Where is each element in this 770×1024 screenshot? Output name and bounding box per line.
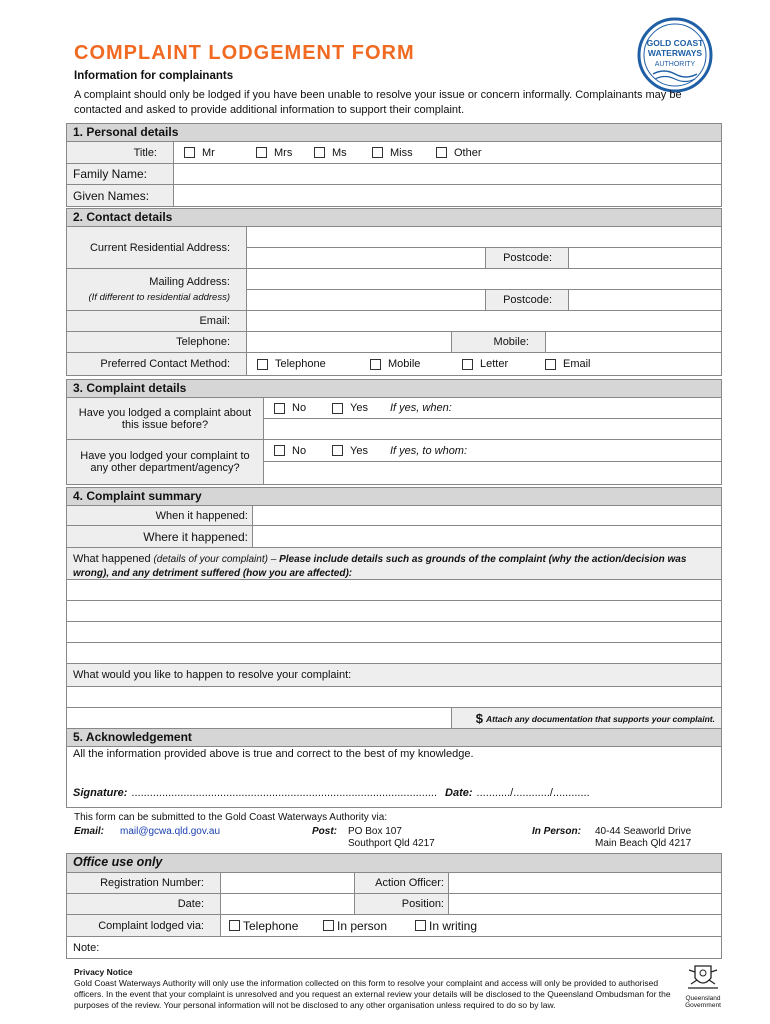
email-field[interactable] xyxy=(247,311,721,331)
personal-details-section xyxy=(66,123,722,207)
what-happened-line-1[interactable] xyxy=(67,580,721,601)
svg-text:AUTHORITY: AUTHORITY xyxy=(654,61,696,68)
mobile-field[interactable] xyxy=(546,332,721,352)
title-option-mr[interactable]: Mr xyxy=(184,147,246,159)
what-happened-line-2[interactable] xyxy=(67,601,721,622)
other-agency-whom-field[interactable] xyxy=(264,462,721,484)
signature-label: Signature: xyxy=(73,787,128,799)
mailing-address-field[interactable] xyxy=(247,269,721,290)
title-option-ms[interactable]: Ms xyxy=(314,147,362,159)
office-note-row[interactable] xyxy=(67,937,721,958)
telephone-field[interactable] xyxy=(247,332,452,352)
resolve-prompt: What would you like to happen to resolve your complaint: xyxy=(67,664,721,687)
svg-text:WATERWAYS: WATERWAYS xyxy=(647,48,703,58)
checkbox-icon[interactable] xyxy=(332,403,343,414)
crest-label-1: Queensland xyxy=(685,995,721,1002)
gcwa-logo xyxy=(637,17,713,93)
signature-field[interactable]: .................................................................................................... xyxy=(131,787,438,799)
title-option-miss[interactable]: Miss xyxy=(372,147,426,159)
office-date-field[interactable] xyxy=(221,894,355,914)
resolve-line-2[interactable] xyxy=(67,708,451,729)
office-date-label: Date: xyxy=(67,894,221,914)
complaint-summary-heading: 4. Complaint summary xyxy=(67,488,721,506)
what-happened-line-4[interactable] xyxy=(67,643,721,664)
mailing-address-note: (If different to residential address) xyxy=(88,292,230,303)
action-officer-field[interactable] xyxy=(449,873,721,893)
office-use-heading: Office use only xyxy=(67,854,721,873)
lodged-via-in-writing[interactable]: In writing xyxy=(415,919,477,933)
mailing-postcode-field[interactable] xyxy=(569,290,721,310)
where-happened-label: Where it happened: xyxy=(67,526,253,547)
prior-complaint-question: Have you lodged a complaint about this issue before? xyxy=(67,398,264,439)
title-option-other[interactable]: Other xyxy=(436,147,482,159)
checkbox-icon[interactable] xyxy=(462,359,473,370)
family-name-field[interactable] xyxy=(174,164,721,184)
residential-address-line2[interactable] xyxy=(247,248,485,268)
checkbox-icon[interactable] xyxy=(332,445,343,456)
form-title: COMPLAINT LODGEMENT FORM xyxy=(74,42,415,64)
lodged-via-in-person[interactable]: In person xyxy=(323,919,405,933)
mailing-postcode-label: Postcode: xyxy=(485,290,569,310)
svg-text:GOLD COAST: GOLD COAST xyxy=(646,38,704,48)
paperclip-icon: $ xyxy=(475,711,483,726)
checkbox-icon[interactable] xyxy=(545,359,556,370)
residential-address-field[interactable] xyxy=(247,227,721,248)
info-heading: Information for complainants xyxy=(74,70,234,82)
acknowledgement-statement: All the information provided above is true and correct to the best of my knowledge. xyxy=(73,748,474,760)
family-name-label: Family Name: xyxy=(67,164,174,184)
contact-details-heading: 2. Contact details xyxy=(67,209,721,227)
submission-person-label: In Person: xyxy=(532,826,581,837)
complaint-summary-section xyxy=(66,487,722,730)
prior-complaint-when-label: If yes, when: xyxy=(390,402,452,414)
mailing-address-line2[interactable] xyxy=(247,290,485,310)
acknowledgement-section xyxy=(66,728,722,808)
action-officer-label: Action Officer: xyxy=(355,873,449,893)
office-use-section xyxy=(66,853,722,959)
complaint-details-section xyxy=(66,379,722,485)
given-names-label: Given Names: xyxy=(67,185,174,206)
title-label: Title: xyxy=(67,142,174,163)
checkbox-icon[interactable] xyxy=(436,147,447,158)
other-agency-question: Have you lodged your complaint to any other department/agency? xyxy=(67,440,264,484)
submission-email-label: Email: xyxy=(74,826,105,837)
info-text: A complaint should only be lodged if you have been unable to resolve your issue or concern informally. Complainants may be contacted and asked to provide additional information to support their complaint. xyxy=(74,89,682,116)
where-happened-field[interactable] xyxy=(253,526,721,547)
submission-post-address: PO Box 107 Southport Qld 4217 xyxy=(348,826,435,849)
residential-address-label: Current Residential Address: xyxy=(67,227,247,268)
checkbox-icon[interactable] xyxy=(274,403,285,414)
crest-icon xyxy=(685,962,721,992)
given-names-field[interactable] xyxy=(174,185,721,206)
position-field[interactable] xyxy=(449,894,721,914)
signature-row xyxy=(73,787,590,799)
prior-complaint-yes[interactable]: Yes xyxy=(332,402,380,414)
preferred-option-mobile[interactable]: Mobile xyxy=(370,358,452,370)
what-happened-line-3[interactable] xyxy=(67,622,721,643)
submission-intro: This form can be submitted to the Gold Coast Waterways Authority via: xyxy=(74,812,388,823)
postcode-label: Postcode: xyxy=(485,248,569,268)
office-note-label: Note: xyxy=(73,941,100,954)
complaint-details-heading: 3. Complaint details xyxy=(67,380,721,398)
submission-post-label: Post: xyxy=(312,826,337,837)
registration-number-label: Registration Number: xyxy=(67,873,221,893)
submission-email-link[interactable]: mail@gcwa.qld.gov.au xyxy=(120,826,221,837)
prior-complaint-when-field[interactable] xyxy=(264,419,721,439)
residential-postcode-field[interactable] xyxy=(569,248,721,268)
what-happened-prompt: What happened (details of your complaint) – Please include details such as grounds of the complaint (why the action/decision was wrong), and any detriment suffered (how you are affected): xyxy=(67,548,721,580)
checkbox-icon[interactable] xyxy=(274,445,285,456)
acknowledgement-heading: 5. Acknowledgement xyxy=(67,729,721,747)
email-label: Email: xyxy=(67,311,247,331)
mailing-address-label: Mailing Address: xyxy=(149,276,230,288)
position-label: Position: xyxy=(355,894,449,914)
checkbox-icon[interactable] xyxy=(184,147,195,158)
crest-label-2: Government xyxy=(685,1002,721,1009)
checkbox-icon[interactable] xyxy=(370,359,381,370)
checkbox-icon[interactable] xyxy=(229,920,240,931)
preferred-option-email[interactable]: Email xyxy=(545,358,591,370)
other-agency-no[interactable]: No xyxy=(274,445,322,457)
when-happened-label: When it happened: xyxy=(67,506,253,525)
checkbox-icon[interactable] xyxy=(415,920,426,931)
checkbox-icon[interactable] xyxy=(314,147,325,158)
title-option-mrs[interactable]: Mrs xyxy=(256,147,304,159)
prior-complaint-no[interactable]: No xyxy=(274,402,322,414)
preferred-option-letter[interactable]: Letter xyxy=(462,358,535,370)
when-happened-field[interactable] xyxy=(253,506,721,525)
attach-note-cell: $ Attach any documentation that supports your complaint. xyxy=(451,708,721,729)
resolve-line-1[interactable] xyxy=(67,687,721,708)
other-agency-whom-label: If yes, to whom: xyxy=(390,444,468,457)
lodged-via-label: Complaint lodged via: xyxy=(67,915,221,936)
submission-person-address: 40-44 Seaworld Drive Main Beach Qld 4217 xyxy=(595,826,692,849)
checkbox-icon[interactable] xyxy=(323,920,334,931)
checkbox-icon[interactable] xyxy=(257,359,268,370)
personal-details-heading: 1. Personal details xyxy=(67,124,721,142)
privacy-text: Gold Coast Waterways Authority will only use the information collected on this form to resolve your complaint and access will only be provided to authorised officers. In the event that your complaint is unresolved and you request an external review your details will be disclosed to the Queensland Ombudsman for the purposes of the review. Your personal information will not be disclosed to any other organisation unless required to do so by law. xyxy=(74,978,671,1010)
mailing-address-label-cell xyxy=(67,269,247,310)
mobile-label: Mobile: xyxy=(452,332,546,352)
queensland-crest xyxy=(680,962,726,1016)
telephone-label: Telephone: xyxy=(67,332,247,352)
checkbox-icon[interactable] xyxy=(256,147,267,158)
other-agency-yes[interactable]: Yes xyxy=(332,445,380,457)
checkbox-icon[interactable] xyxy=(372,147,383,158)
lodged-via-telephone[interactable]: Telephone xyxy=(229,919,313,933)
privacy-heading: Privacy Notice xyxy=(74,967,133,977)
date-label: Date: xyxy=(445,787,473,799)
preferred-contact-label: Preferred Contact Method: xyxy=(67,353,247,375)
contact-details-section xyxy=(66,208,722,376)
preferred-option-telephone[interactable]: Telephone xyxy=(257,358,360,370)
registration-number-field[interactable] xyxy=(221,873,355,893)
date-field[interactable]: .........../............/............ xyxy=(476,787,590,799)
